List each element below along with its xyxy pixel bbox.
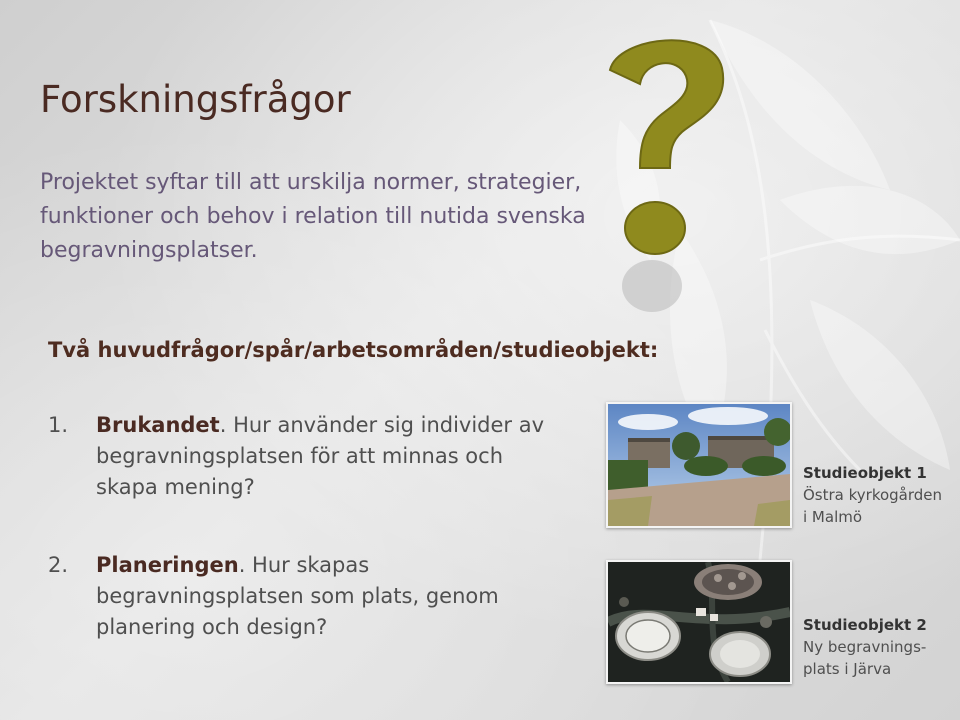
question-mark-icon [600, 28, 730, 328]
question-text: . Hur använder sig individer av begravningsplatsen för att minnas och skapa mening? [96, 413, 545, 499]
question-body [96, 410, 566, 503]
question-number: 2. [48, 553, 69, 577]
question-text: . Hur skapas begravningsplatsen som plats, genom planering och design? [96, 553, 499, 639]
caption-line: Östra kyrkogården [803, 486, 943, 504]
caption-title: Studieobjekt 1 [803, 464, 927, 482]
slide-title: Forskningsfrågor [40, 78, 351, 121]
cemetery-photo [606, 402, 792, 528]
question-body [96, 550, 566, 643]
photo-caption-1 [803, 462, 960, 528]
subheading: Två huvudfrågor/spår/arbetsområden/studieobjekt: [48, 338, 659, 362]
intro-text: Projektet syftar till att urskilja normer, strategier, funktioner och behov i relation till nutida svenska begravningsplatser. [40, 170, 586, 263]
photo-caption-2 [803, 614, 960, 680]
caption-line: i Malmö [803, 508, 863, 526]
question-heading: Planeringen [96, 553, 239, 577]
site-plan-illustration [606, 560, 792, 684]
caption-line: Ny begravnings- [803, 638, 927, 656]
caption-title: Studieobjekt 2 [803, 616, 927, 634]
question-heading: Brukandet [96, 413, 220, 437]
question-number: 1. [48, 413, 69, 437]
caption-line: plats i Järva [803, 660, 892, 678]
